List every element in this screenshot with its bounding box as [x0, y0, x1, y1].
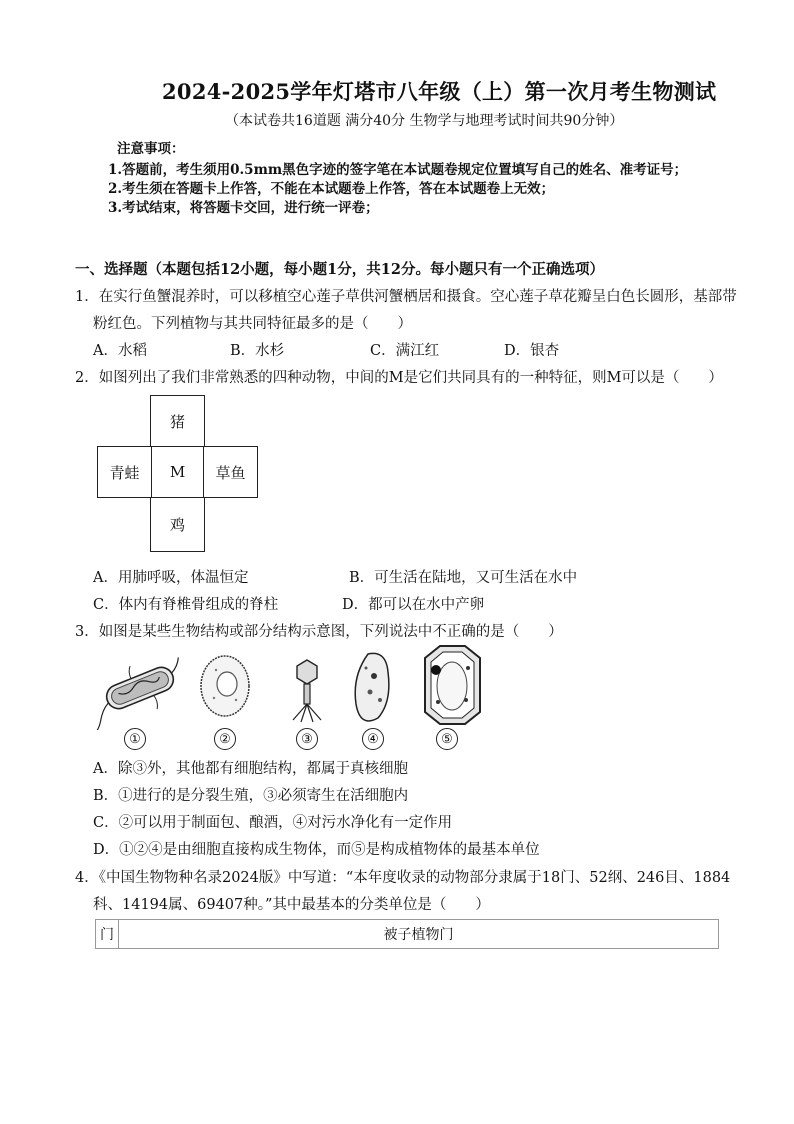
exam-title: 2024-2025学年灯塔市八年级（上）第一次月考生物测试 [162, 79, 717, 104]
organisms-figure [90, 640, 490, 730]
q1-option-d: D．银杏 [504, 343, 560, 359]
figure-label-5: ⑤ [436, 728, 458, 750]
diagram-cell-bottom: 鸡 [150, 497, 205, 552]
figure-label-2: ② [214, 728, 236, 750]
q1-option-a: A．水稻 [93, 343, 147, 359]
exam-subtitle: （本试卷共16道题 满分40分 生物学与地理考试时间共90分钟） [225, 113, 624, 129]
virus-icon [293, 660, 321, 722]
notice-item-1: 1.答题前，考生须用0.5mm黑色字迹的签字笔在本试题卷规定位置填写自己的姓名、准考证号； [108, 162, 688, 178]
paramecium-icon [355, 653, 389, 721]
q3-option-d: D．①②④是由细胞直接构成生物体，而⑤是构成植物体的最基本单位 [93, 842, 540, 858]
q2-option-b: B．可生活在陆地，又可生活在水中 [349, 570, 578, 586]
plant-cell-icon [425, 646, 480, 724]
diagram-cell-top: 猪 [150, 395, 205, 447]
bacterium-icon [90, 648, 193, 730]
table-row [96, 920, 719, 949]
question-4-line-1: 4．《中国生物物种名录2024版》中写道：“本年度收录的动物部分隶属于18门、52纲、246目、1884 [75, 870, 731, 886]
diagram-cell-center: M [150, 446, 205, 498]
notice-item-2: 2.考生须在答题卡上作答，不能在本试题卷上作答，答在本试题卷上无效； [108, 181, 555, 197]
figure-label-3: ③ [296, 728, 318, 750]
table-cell-phylum: 门 [96, 920, 119, 949]
figure-label-1: ① [124, 728, 146, 750]
classification-table [95, 919, 719, 949]
diagram-cell-right: 草鱼 [203, 446, 258, 498]
q3-option-c: C．②可以用于制面包、酿酒，④对污水净化有一定作用 [93, 815, 453, 831]
q3-option-b: B．①进行的是分裂生殖，③必须寄生在活细胞内 [93, 788, 409, 804]
q2-option-d: D．都可以在水中产卵 [342, 597, 485, 613]
notice-item-3: 3.考试结束，将答题卡交回，进行统一评卷； [108, 200, 379, 216]
q3-option-a: A．除③外，其他都有细胞结构，都属于真核细胞 [93, 761, 408, 777]
yeast-cell-icon [201, 656, 249, 716]
q1-option-c: C．满江红 [370, 343, 440, 359]
question-3-stem: 3．如图是某些生物结构或部分结构示意图，下列说法中不正确的是（ ） [75, 624, 563, 640]
notice-heading: 注意事项： [117, 141, 185, 157]
question-1-line-1: 1．在实行鱼蟹混养时，可以移植空心莲子草供河蟹栖居和摄食。空心莲子草花瓣呈白色长圆形，基部带 [75, 289, 737, 305]
diagram-cell-left: 青蛙 [97, 446, 152, 498]
q1-option-b: B．水杉 [230, 343, 285, 359]
question-1-line-2: 粉红色。下列植物与其共同特征最多的是（ ） [93, 316, 412, 332]
q2-option-a: A．用肺呼吸，体温恒定 [93, 570, 249, 586]
figure-label-4: ④ [362, 728, 384, 750]
section-heading: 一、选择题（本题包括12小题，每小题1分，共12分。每小题只有一个正确选项） [75, 261, 604, 278]
question-2-stem: 2．如图列出了我们非常熟悉的四种动物，中间的M是它们共同具有的一种特征，则M可以是（ ） [75, 370, 723, 386]
question-4-line-2: 科、14194属、69407种。”其中最基本的分类单位是（ ） [93, 897, 490, 913]
q2-option-c: C．体内有脊椎骨组成的脊柱 [93, 597, 279, 613]
table-cell-angiosperm: 被子植物门 [119, 920, 719, 949]
